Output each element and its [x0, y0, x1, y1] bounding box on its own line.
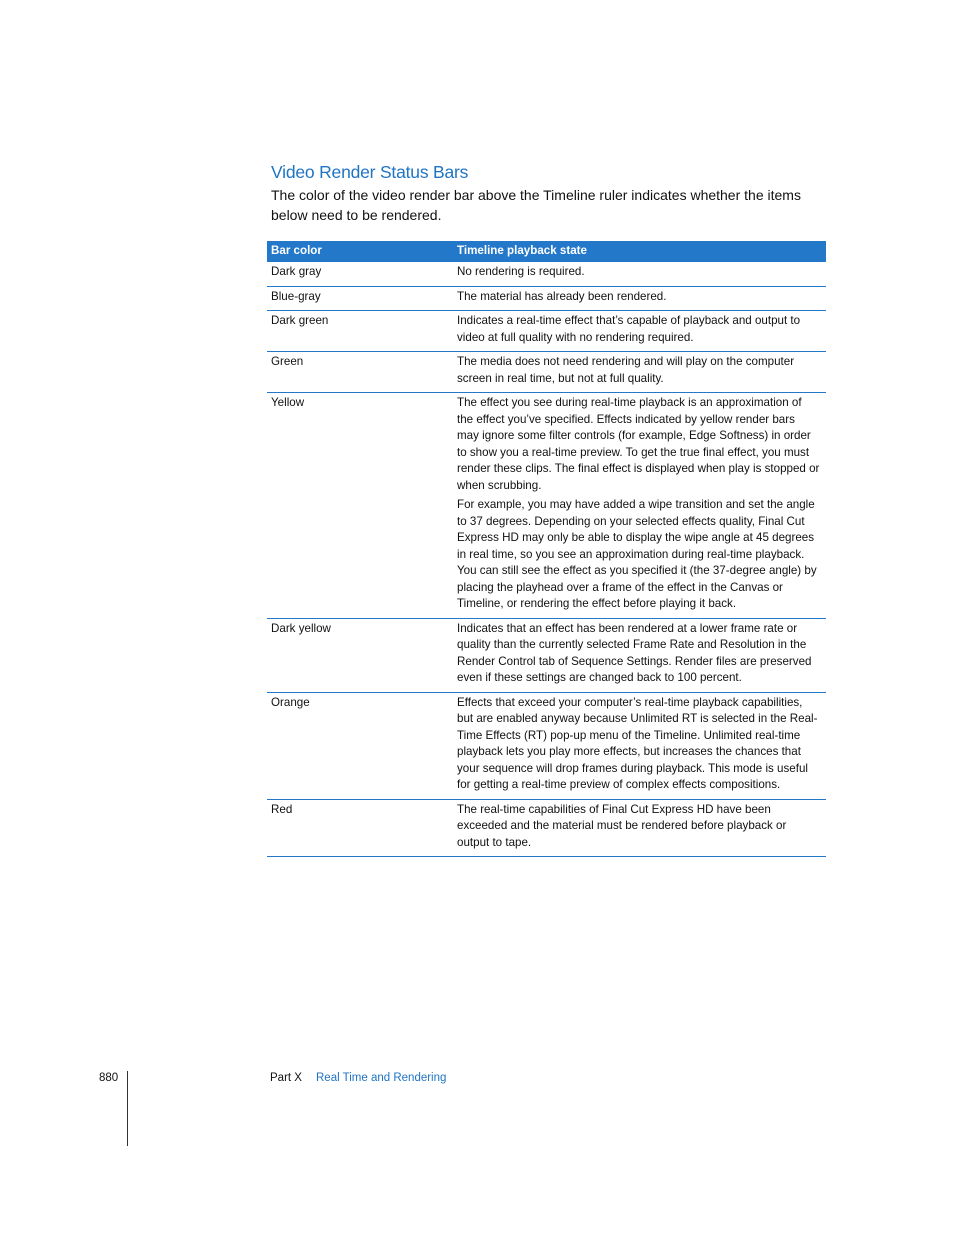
table-header-row [267, 241, 826, 262]
state-text: No rendering is required. [457, 265, 585, 278]
playback-state-cell [453, 286, 826, 311]
playback-state-cell [453, 618, 826, 692]
intro-paragraph: The color of the video render bar above the Timeline ruler indicates whether the items below need to be rendered. [271, 187, 801, 223]
section-heading: Video Render Status Bars [271, 162, 469, 182]
state-text: Indicates a real-time effect that’s capable of playback and output to video at full quality with no rendering required. [457, 314, 801, 344]
state-text: The real-time capabilities of Final Cut Express HD have been exceeded and the material must be rendered before playback or output to tape. [457, 802, 787, 849]
bar-color-cell: Orange [267, 692, 453, 799]
header-bar-color: Bar color [267, 241, 453, 262]
table-row [267, 393, 826, 619]
table-row [267, 286, 826, 311]
footer-part-label: Part X [270, 1072, 302, 1084]
state-text: Effects that exceed your computer’s real-time playback capabilities, but are enabled anyway because Unlimited RT is selected in the Real-Time Effects (RT) pop-up menu of the Timeline. Unlimited real-time playback lets you play more effects, but increases the chances that your sequence will drop frames during playback. This mode is useful for getting a real-time preview of complex effects compositions. [457, 695, 818, 791]
playback-state-cell [453, 311, 826, 352]
playback-state-cell [453, 262, 826, 286]
playback-state-cell [453, 692, 826, 799]
state-text: Indicates that an effect has been rendered at a lower frame rate or quality than the currently selected Frame Rate and Resolution in the Render Control tab of Sequence Settings. Render files are preserved even if these settings are changed back to 100 percent. [457, 621, 812, 684]
bar-color-cell: Red [267, 799, 453, 857]
table-row [267, 618, 826, 692]
bar-color-cell: Yellow [267, 393, 453, 619]
playback-state-cell [453, 393, 826, 619]
header-playback-state: Timeline playback state [453, 241, 826, 262]
bar-color-cell: Dark yellow [267, 618, 453, 692]
page-number: 880 [99, 1072, 119, 1084]
table-row [267, 799, 826, 857]
bar-color-cell: Dark green [267, 311, 453, 352]
table-row [267, 311, 826, 352]
footer-chapter-link[interactable]: Real Time and Rendering [316, 1072, 447, 1084]
bar-color-cell: Dark gray [267, 262, 453, 286]
state-text: The material has already been rendered. [457, 289, 667, 303]
render-status-table [267, 241, 826, 857]
footer-divider [127, 1071, 128, 1146]
bar-color-cell: Green [267, 352, 453, 393]
playback-state-cell [453, 799, 826, 857]
playback-state-cell [453, 352, 826, 393]
state-text: For example, you may have added a wipe transition and set the angle to 37 degrees. Depending on your selected effects quality, Final Cut Express HD may only be able to display the wipe angle at 45 degrees in real time, so you see an approximation during real-time playback. You can still see the effect as you specified it (the 37-degree angle) by placing the playhead over a frame of the effect in the Canvas or Timeline, or rendering the effect before playing it back. [457, 498, 817, 610]
table-row [267, 692, 826, 799]
state-text: The effect you see during real-time playback is an approximation of the effect you’ve specified. Effects indicated by yellow render bars may ignore some filter controls (for example, Edge Softness) in order to show you a real-time preview. To get the true final effect, you must render these clips. The final effect is displayed when play is stopped or when scrubbing. [457, 396, 820, 492]
table-row [267, 262, 826, 286]
state-text: The media does not need rendering and will play on the computer screen in real time, but not at full quality. [457, 355, 795, 385]
bar-color-cell: Blue-gray [267, 286, 453, 311]
table-row [267, 352, 826, 393]
